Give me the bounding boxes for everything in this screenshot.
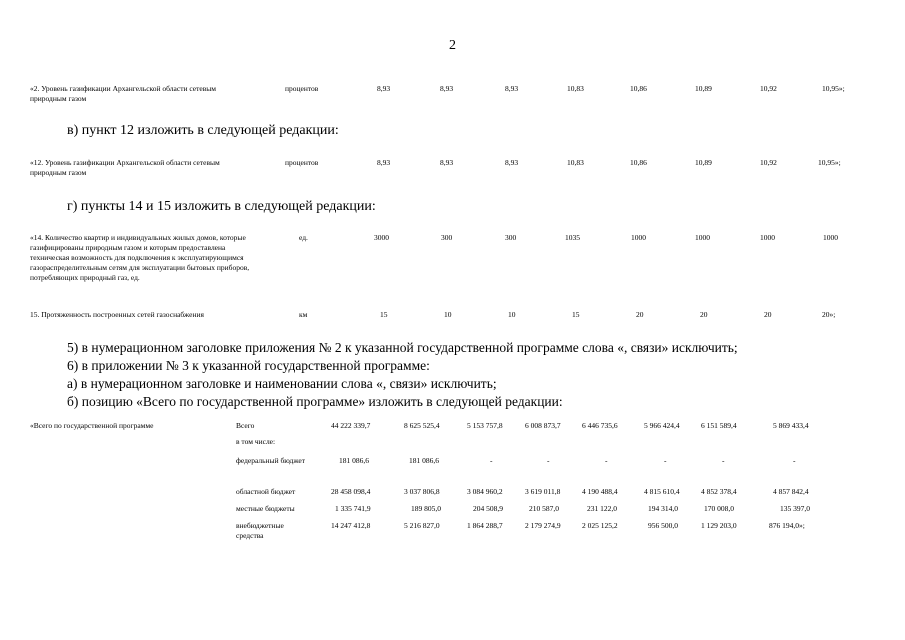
- row-value: -: [547, 456, 550, 465]
- row-value: 4 815 610,4: [644, 487, 680, 496]
- row-value: 10: [444, 310, 452, 319]
- row-description: «2. Уровень газификации Архангельской области сетевым природным газом: [30, 84, 217, 103]
- row-value: -: [490, 456, 493, 465]
- row-value: 1035: [565, 233, 580, 242]
- row-description: 15. Протяженность построенных сетей газоснабжения: [30, 310, 204, 319]
- row-value: 5 216 827,0: [404, 521, 440, 530]
- row-value: 8,93: [440, 158, 454, 167]
- row-value: 8,93: [505, 84, 519, 93]
- row-value: 5 869 433,4: [773, 421, 809, 430]
- paragraph-5: 5) в нумерационном заголовке приложения № 2 к указанной государственной программе слова «, связи» исключить;: [67, 340, 738, 355]
- row-value: 2 179 274,9: [525, 521, 561, 530]
- row-value: 10,95»;: [818, 158, 841, 167]
- row-value: 2 025 125,2: [582, 521, 618, 530]
- row-label: в том числе:: [236, 437, 276, 446]
- row-value: 1 864 288,7: [467, 521, 503, 530]
- paragraph-a: а) в нумерационном заголовке и наименовании слова «, связи» исключить;: [67, 376, 497, 391]
- row-label: федеральный бюджет: [236, 456, 306, 465]
- row-value: 300: [441, 233, 453, 242]
- row-description: «14. Количество квартир и индивидуальных жилых домов, которые газифицированы природным газом и которым предоставлена техническая возможность для подключения к эксплуатирующимся газораспределительным сетям для эксплуатации бытовых приборов, потребляющих природный газ, ед.: [30, 233, 250, 282]
- finance-title: «Всего по государственной программе: [30, 421, 154, 430]
- row-value: 10,89: [695, 84, 712, 93]
- row-value: -: [605, 456, 608, 465]
- row-value: 5 153 757,8: [467, 421, 503, 430]
- row-value: 10: [508, 310, 516, 319]
- row-label: местные бюджеты: [236, 504, 295, 513]
- row-label: областной бюджет: [236, 487, 296, 496]
- paragraph-b: б) позицию «Всего по государственной программе» изложить в следующей редакции:: [67, 394, 563, 409]
- row-value: 4 857 842,4: [773, 487, 809, 496]
- row-value: -: [793, 456, 796, 465]
- row-value: 8 625 525,4: [404, 421, 440, 430]
- row-value: 8,93: [377, 158, 391, 167]
- row-value: 300: [505, 233, 517, 242]
- row-value: 10,83: [567, 84, 584, 93]
- row-value: 210 587,0: [529, 504, 559, 513]
- row-value: 20: [636, 310, 644, 319]
- row-value: 231 122,0: [587, 504, 617, 513]
- row-value: 204 508,9: [473, 504, 503, 513]
- row-value: 876 194,0»;: [769, 521, 805, 530]
- row-value: 4 852 378,4: [701, 487, 737, 496]
- row-value: 181 086,6: [339, 456, 369, 465]
- row-value: 8,93: [440, 84, 454, 93]
- row-value: 20: [700, 310, 708, 319]
- row-label: внебюджетные средства: [236, 521, 284, 540]
- row-value: 135 397,0: [780, 504, 810, 513]
- row-value: 6 446 735,6: [582, 421, 618, 430]
- row-value: -: [664, 456, 667, 465]
- row-value: 20: [764, 310, 772, 319]
- row-description: «12. Уровень газификации Архангельской области сетевым природным газом: [30, 158, 220, 177]
- row-value: 170 008,0: [704, 504, 734, 513]
- row-value: 4 190 488,4: [582, 487, 618, 496]
- row-value: 10,92: [760, 158, 777, 167]
- row-value: 1 129 203,0: [701, 521, 737, 530]
- paragraph-6: 6) в приложении № 3 к указанной государственной программе:: [67, 358, 430, 373]
- row-value: 8,93: [505, 158, 519, 167]
- heading-v: в) пункт 12 изложить в следующей редакции:: [67, 123, 339, 138]
- row-value: 15: [572, 310, 580, 319]
- row-value: 1000: [760, 233, 775, 242]
- row-value: 1 335 741,9: [335, 504, 371, 513]
- row-label: Всего: [236, 421, 255, 430]
- row-unit: км: [299, 310, 308, 319]
- row-value: 44 222 339,7: [331, 421, 371, 430]
- row-value: 3000: [374, 233, 389, 242]
- row-value: -: [722, 456, 725, 465]
- row-value: 8,93: [377, 84, 391, 93]
- row-value: 1000: [631, 233, 646, 242]
- row-value: 10,83: [567, 158, 584, 167]
- row-value: 10,95»;: [822, 84, 845, 93]
- row-value: 20»;: [822, 310, 836, 319]
- row-value: 3 084 960,2: [467, 487, 503, 496]
- row-unit: процентов: [285, 158, 319, 167]
- row-value: 14 247 412,8: [331, 521, 371, 530]
- row-value: 3 619 011,8: [525, 487, 561, 496]
- row-value: 10,92: [760, 84, 777, 93]
- row-unit: ед.: [299, 233, 308, 242]
- row-value: 1000: [823, 233, 838, 242]
- row-unit: процентов: [285, 84, 319, 93]
- row-value: 956 500,0: [648, 521, 678, 530]
- row-value: 181 086,6: [409, 456, 439, 465]
- row-value: 10,89: [695, 158, 712, 167]
- heading-g: г) пункты 14 и 15 изложить в следующей редакции:: [67, 199, 376, 214]
- row-value: 1000: [695, 233, 710, 242]
- row-value: 28 458 098,4: [331, 487, 371, 496]
- row-value: 15: [380, 310, 388, 319]
- row-value: 194 314,0: [648, 504, 678, 513]
- row-value: 6 008 873,7: [525, 421, 561, 430]
- row-value: 10,86: [630, 158, 647, 167]
- page-number: 2: [449, 38, 456, 53]
- row-value: 6 151 589,4: [701, 421, 737, 430]
- row-value: 5 966 424,4: [644, 421, 680, 430]
- row-value: 3 037 806,8: [404, 487, 440, 496]
- row-value: 10,86: [630, 84, 647, 93]
- row-value: 189 805,0: [411, 504, 441, 513]
